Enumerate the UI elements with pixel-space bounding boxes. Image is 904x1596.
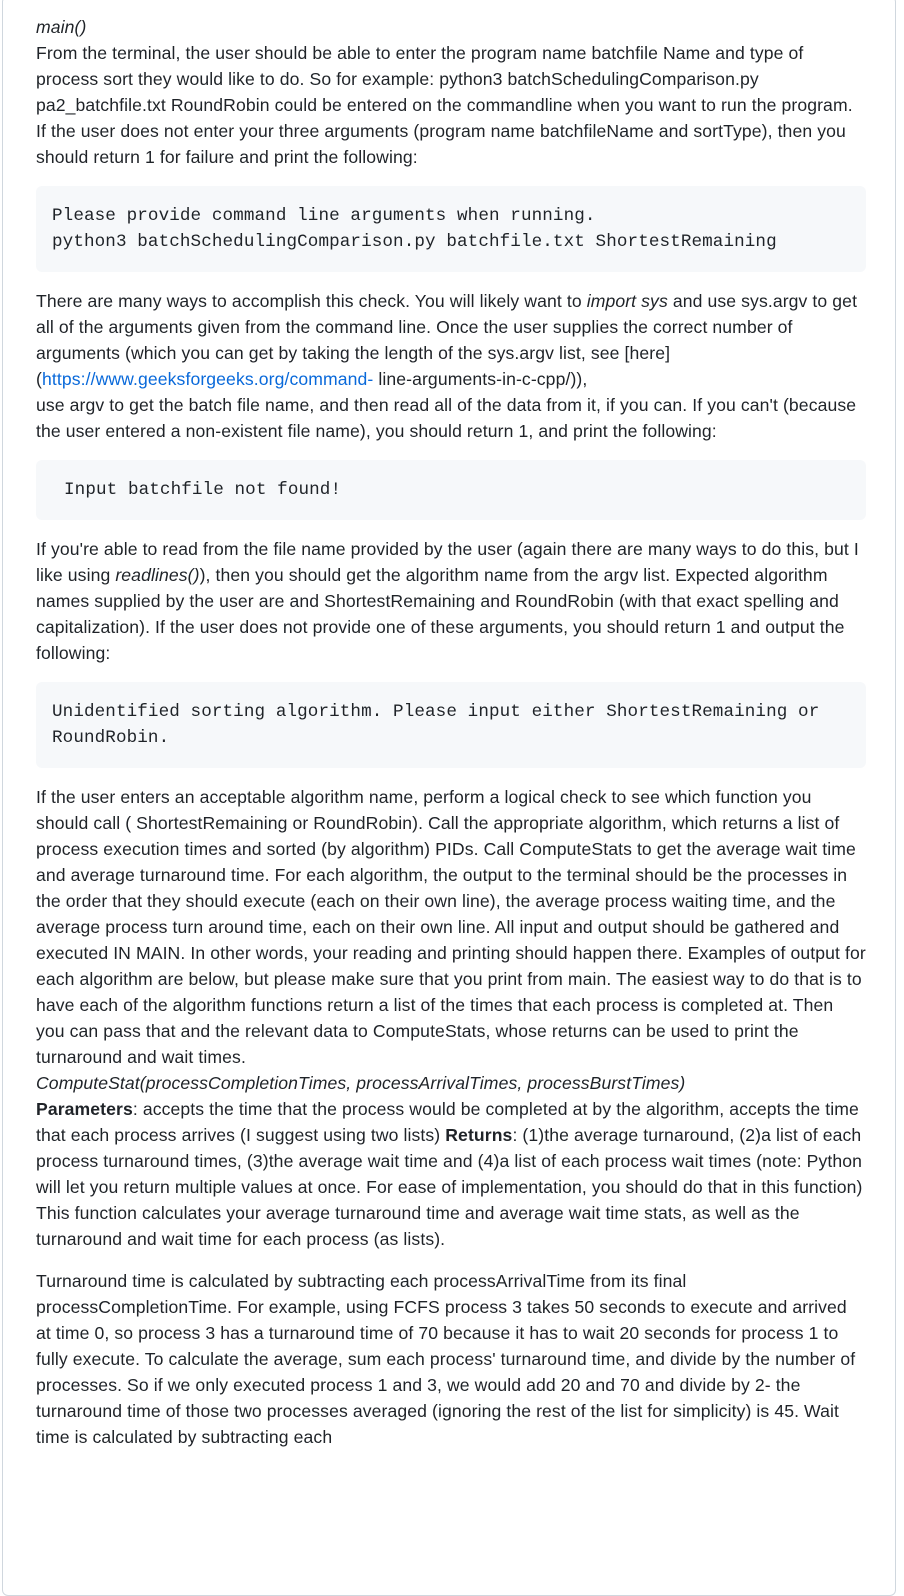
section-heading: main() (36, 17, 87, 37)
code-line: Please provide command line arguments when running. (52, 206, 596, 226)
code-block-missing-args (36, 186, 866, 272)
document-content (36, 14, 866, 1466)
geeksforgeeks-link[interactable]: https://www.geeksforgeeks.org/command- (41, 369, 374, 389)
argv-paragraph: There are many ways to accomplish this check. You will likely want to import sys and use sys.argv to get all of the arguments given from the command line. Once the user supplies the correct number of arguments (which you can get by taking the length of the sys.argv list, see [here](https://www.geeksforgeeks.org/command- line-arguments-in-c-cpp/)), (36, 291, 858, 389)
code-block-file-not-found (36, 460, 866, 520)
readlines-paragraph: If you're able to read from the file name provided by the user (again there are many ways to do this, but I like using readlines()), then you should get the algorithm name from the argv list. Expected algorithm names supplied by the user are and ShortestRemaining and RoundRobin (with that exact spelling and capitalization). If the user does not provide one of these arguments, you should return 1 and output the following: (36, 539, 859, 663)
code-block-unidentified-algorithm (36, 682, 866, 768)
compute-stat-description: Parameters: accepts the time that the process would be completed at by the algorithm, accepts the time that each process arrives (I suggest using two lists) Returns: (1)the average turnaround, (2)a list of each process turnaround times, (3)the average wait time and (4)a list of each process wait times (note: Python will let you return multiple values at once. For ease of implementation, you should do that in this function) This function calculates your average turnaround time and average wait time stats, as well as the turnaround and wait time for each process (as lists). (36, 1099, 863, 1249)
code-line: python3 batchSchedulingComparison.py batchfile.txt ShortestRemaining (52, 232, 777, 252)
turnaround-paragraph: Turnaround time is calculated by subtracting each processArrivalTime from its final processCompletionTime. For example, using FCFS process 3 takes 50 seconds to execute and arrived at time 0, so process 3 has a turnaround time of 70 because it has to wait 20 seconds for process 1 to fully execute. To calculate the average, sum each process' turnaround time, and divide by the number of processes. So if we only executed process 1 and 3, we would add 20 and 70 and divide by 2- the turnaround time of those two processes averaged (ignoring the rest of the list for simplicity) is 45. Wait time is calculated by subtracting each (36, 1271, 856, 1447)
code-line: Unidentified sorting algorithm. Please input either ShortestRemaining or RoundRobin. (52, 702, 831, 748)
algorithm-paragraph: If the user enters an acceptable algorithm name, perform a logical check to see which function you should call ( ShortestRemaining or RoundRobin). Call the appropriate algorithm, which returns a list of process execution times and sorted (by algorithm) PIDs. Call ComputeStats to get the average wait time and average turnaround time. For each algorithm, the output to the terminal should be the processes in the order that they should execute (each on their own line), the average process waiting time, and the average process turn around time, each on their own line. All input and output should be gathered and executed IN MAIN. In other words, your reading and printing should happen there. Examples of output for each algorithm are below, but please make sure that you print from main. The easiest way to do that is to have each of the algorithm functions return a list of the times that each process is completed at. Then you can pass that and the relevant data to ComputeStats, whose returns can be used to print the turnaround and wait times. (36, 787, 866, 1067)
compute-stat-signature: ComputeStat(processCompletionTimes, processArrivalTimes, processBurstTimes) (36, 1073, 686, 1093)
argv-paragraph-continued: use argv to get the batch file name, and then read all of the data from it, if you can. If you can't (because the user entered a non-existent file name), you should return 1, and print the following: (36, 395, 857, 441)
code-line: Input batchfile not found! (64, 480, 342, 500)
intro-paragraph: From the terminal, the user should be able to enter the program name batchfile Name and type of process sort they would like to do. So for example: python3 batchSchedulingComparison.py pa2_batchfile.txt RoundRobin could be entered on the commandline when you want to run the program. If the user does not enter your three arguments (program name batchfileName and sortType), then you should return 1 for failure and print the following: (36, 43, 853, 167)
